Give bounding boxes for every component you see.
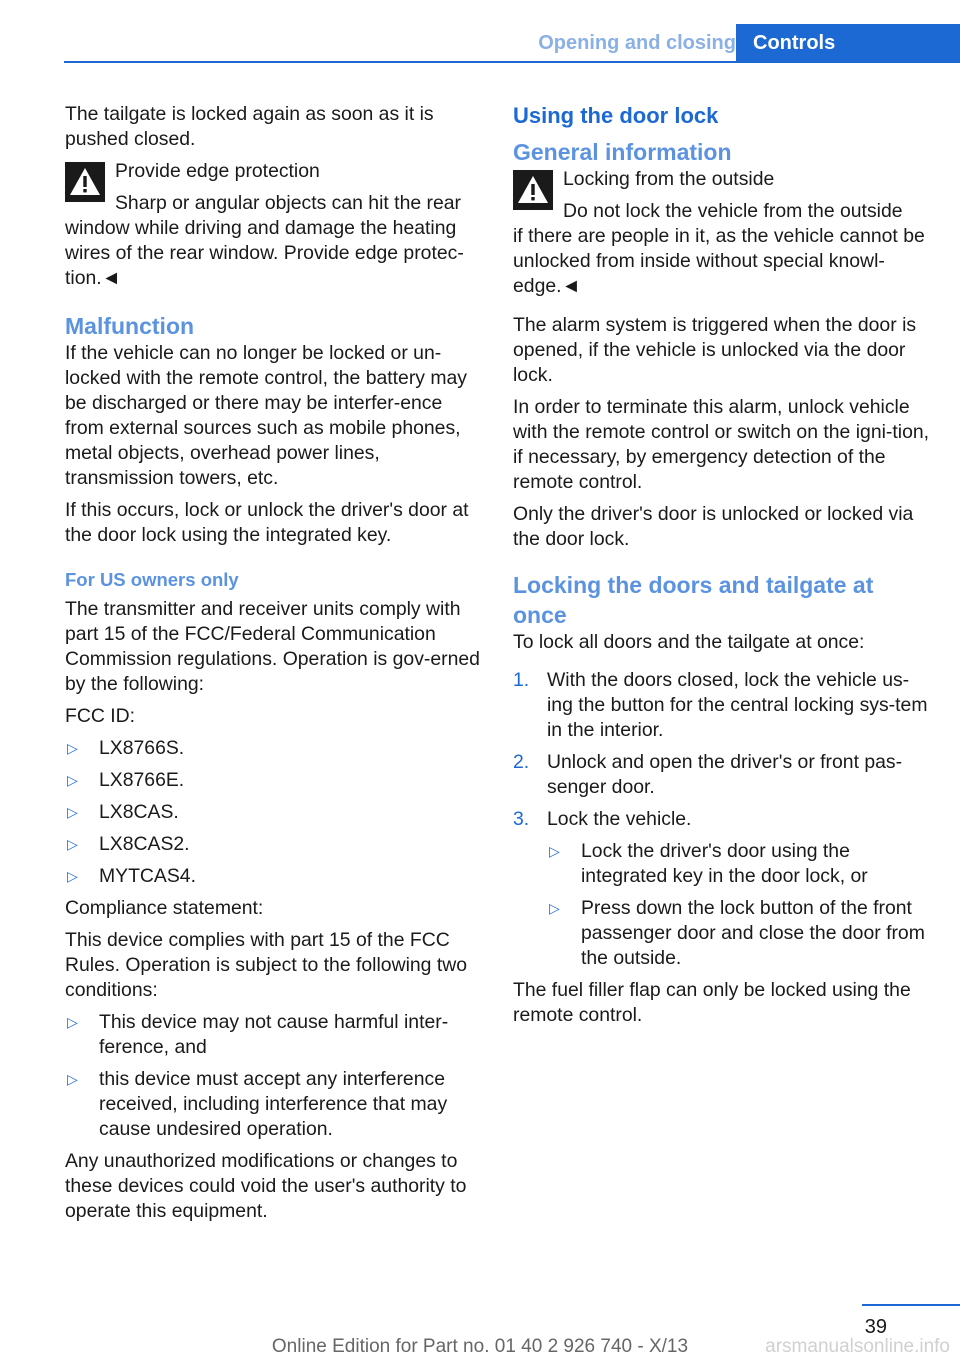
list-item: ▷ Lock the driver's door using the integrated key in the door lock, or xyxy=(549,840,868,887)
warning-locking-outside xyxy=(513,167,931,299)
fcc-paragraph: The transmitter and receiver units comply with part 15 of the FCC/Federal Communication Commission regulations. Operation is gov-erned by the following: xyxy=(65,598,480,695)
bullet-triangle-icon: ▷ xyxy=(67,772,78,788)
step-item: 3. Lock the vehicle. ▷ Lock the driver's door using the integrated key in the door lock, or ▷ Press down the lock button of the front passenger door and close the door from the outside. xyxy=(513,807,931,971)
warning-first-line: Sharp or angular objects can hit the rear xyxy=(115,192,462,214)
footer-rule xyxy=(862,1304,960,1306)
bullet-triangle-icon: ▷ xyxy=(549,843,560,859)
fcc-id-list xyxy=(65,736,483,889)
bullet-triangle-icon: ▷ xyxy=(67,804,78,820)
malfunction-heading: Malfunction xyxy=(65,313,195,339)
door-lock-heading: Using the door lock xyxy=(513,103,719,128)
warning-title: Locking from the outside xyxy=(563,168,775,190)
header-chapter-tab: Controls xyxy=(736,24,960,61)
conditions-list xyxy=(65,1010,483,1142)
us-owners-heading: For US owners only xyxy=(65,569,239,590)
lock-steps-list xyxy=(513,668,931,971)
warning-triangle-icon xyxy=(65,162,105,202)
list-item: ▷ This device may not cause harmful inter-ference, and xyxy=(67,1011,449,1058)
right-column xyxy=(513,102,931,1035)
list-item: ▷ LX8CAS. xyxy=(67,801,179,823)
bullet-triangle-icon: ▷ xyxy=(67,740,78,756)
compliance-label: Compliance statement: xyxy=(65,897,264,919)
bullet-triangle-icon: ▷ xyxy=(67,1071,78,1087)
page-number: 39 xyxy=(864,1316,887,1338)
bullet-triangle-icon: ▷ xyxy=(67,868,78,884)
step-item: 1. With the doors closed, lock the vehicle us-ing the button for the central locking sys-tem in the interior. xyxy=(513,669,928,741)
list-item: ▷ LX8766E. xyxy=(67,769,185,791)
warning-triangle-icon xyxy=(513,170,553,210)
left-column xyxy=(65,102,483,1231)
list-item: ▷ MYTCAS4. xyxy=(67,865,196,887)
alarm-paragraph: The alarm system is triggered when the door is opened, if the vehicle is unlocked via the door lock. xyxy=(513,314,917,386)
bullet-triangle-icon: ▷ xyxy=(67,1014,78,1030)
malfunction-paragraph: If the vehicle can no longer be locked or un-locked with the remote control, the battery may be discharged or there may be interfer-ence from external sources such as mobile phones, metal objects, overhead power lines, transmission towers, etc. xyxy=(65,342,468,489)
terminate-alarm-paragraph: In order to terminate this alarm, unlock vehicle with the remote control or switch on the igni-tion, if necessary, by emergency detection of the remote control. xyxy=(513,396,930,493)
fcc-id-label: FCC ID: xyxy=(65,705,136,727)
bullet-triangle-icon: ▷ xyxy=(67,836,78,852)
step-3-options xyxy=(547,839,931,971)
edition-note: Online Edition for Part no. 01 40 2 926 740 - X/13 xyxy=(271,1336,689,1357)
warning-title: Provide edge protection xyxy=(115,160,320,182)
lock-all-intro: To lock all doors and the tailgate at once: xyxy=(513,631,865,653)
header-section-title: Opening and closing xyxy=(538,32,736,54)
lock-all-heading: Locking the doors and tailgate at once xyxy=(513,572,874,628)
warning-body: window while driving and damage the heating wires of the rear window. Provide edge protec-tion.◄ xyxy=(65,217,464,289)
compliance-paragraph: This device complies with part 15 of the FCC Rules. Operation is subject to the following two conditions: xyxy=(65,929,468,1001)
fuel-flap-paragraph: The fuel filler flap can only be locked using the remote control. xyxy=(513,979,911,1026)
modifications-paragraph: Any unauthorized modifications or changes to these devices could void the user's authority to operate this equipment. xyxy=(65,1150,467,1222)
watermark: arsmanualsonline.info xyxy=(765,1336,950,1357)
header-rule xyxy=(64,61,960,63)
warning-first-line: Do not lock the vehicle from the outside xyxy=(563,200,903,222)
malfunction-paragraph-2: If this occurs, lock or unlock the driver's door at the door lock using the integrated key. xyxy=(65,499,469,546)
general-info-heading: General information xyxy=(513,139,732,165)
tailgate-paragraph: The tailgate is locked again as soon as it is pushed closed. xyxy=(65,103,434,150)
list-item: ▷ LX8766S. xyxy=(67,737,185,759)
warning-body: if there are people in it, as the vehicle cannot be unlocked from inside without special knowl-edge.◄ xyxy=(513,225,925,297)
step-item: 2. Unlock and open the driver's or front pas-senger door. xyxy=(513,751,903,798)
bullet-triangle-icon: ▷ xyxy=(549,900,560,916)
list-item: ▷ Press down the lock button of the front passenger door and close the door from the outside. xyxy=(549,897,925,969)
list-item: ▷ this device must accept any interference received, including interference that may cause undesired operation. xyxy=(67,1068,448,1140)
warning-edge-protection xyxy=(65,159,483,291)
list-item: ▷ LX8CAS2. xyxy=(67,833,190,855)
driver-door-paragraph: Only the driver's door is unlocked or locked via the door lock. xyxy=(513,503,914,550)
